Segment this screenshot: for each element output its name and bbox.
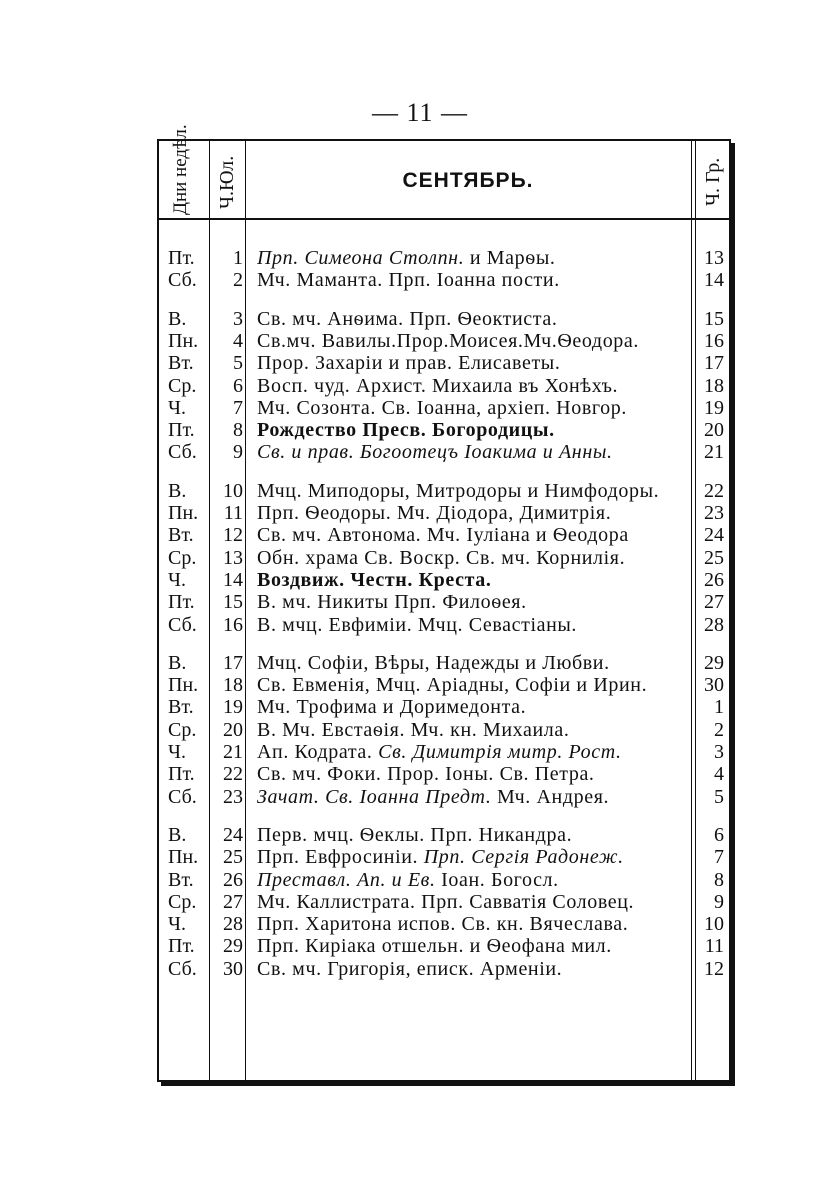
gregorian-date: 29	[704, 651, 724, 674]
feast-text-part: В. мч. Никиты Прп. Филоѳея.	[257, 591, 527, 614]
feast-text-part: Восп. чуд. Архист. Михаила въ Хонѣхъ.	[257, 374, 619, 397]
feast-text	[257, 891, 695, 913]
gregorian-date: 4	[714, 763, 724, 786]
feast-text	[257, 824, 695, 846]
feast-text-part: В. мчц. Евфиміи. Мчц. Севастіаны.	[257, 613, 578, 636]
day-row	[159, 786, 733, 808]
feast-text-part: Св. мч. Фоки. Прор. Іоны. Св. Петра.	[257, 763, 595, 786]
weekday: Сб.	[168, 269, 197, 292]
feast-text	[257, 352, 695, 374]
calendar-table	[157, 124, 731, 1082]
weekday: Пн.	[168, 502, 199, 524]
julian-date: 28	[223, 913, 243, 936]
gregorian-date: 30	[704, 674, 724, 697]
julian-date: 29	[223, 935, 243, 958]
day-row	[159, 891, 733, 913]
feast-text	[257, 397, 695, 419]
feast-text	[257, 614, 695, 636]
gregorian-date: 25	[704, 546, 724, 569]
header-gregorian: Ч. Гр.	[702, 157, 724, 207]
julian-date: 5	[233, 352, 243, 375]
day-row	[159, 441, 733, 463]
gregorian-date: 16	[704, 329, 724, 352]
weekday: Пт.	[168, 591, 195, 614]
julian-date: 18	[223, 674, 243, 697]
weekday: Вт.	[168, 352, 194, 375]
day-row	[159, 375, 733, 397]
feast-text-part: Св. Димитрія митр. Рост.	[378, 741, 622, 763]
gregorian-date: 10	[704, 913, 724, 936]
feast-text	[257, 569, 695, 591]
feast-text-part: Мчц. Миподоры, Митродоры и Нимфодоры.	[257, 479, 660, 502]
feast-text	[257, 547, 695, 569]
day-row	[159, 614, 733, 636]
weekday: В.	[168, 307, 187, 330]
day-row	[159, 591, 733, 613]
feast-text	[257, 502, 695, 524]
julian-date: 4	[233, 329, 243, 352]
day-row	[159, 352, 733, 374]
gregorian-date: 22	[704, 479, 724, 502]
julian-date: 17	[223, 651, 243, 674]
feast-text-part: Прор. Захаріи и прав. Елисаветы.	[257, 352, 561, 375]
weekday: Пн.	[168, 674, 199, 697]
feast-text-part: Мч. Маманта. Прп. Іоанна пости.	[257, 269, 560, 292]
weekday: Ч.	[168, 741, 186, 763]
feast-text-part: Мч. Каллистрата. Прп. Савватія Соловец.	[257, 890, 635, 913]
feast-text	[257, 308, 695, 330]
day-row	[159, 524, 733, 546]
feast-text	[257, 652, 695, 674]
feast-text-part: Св. Евменія, Мчц. Аріадны, Софіи и Ирин.	[257, 674, 648, 697]
julian-date: 20	[223, 718, 243, 741]
julian-date: 26	[223, 868, 243, 891]
feast-text-part: В. Мч. Евстаѳія. Мч. кн. Михаила.	[257, 718, 570, 741]
feast-text	[257, 480, 695, 502]
header-weekday: Дни недѣл.	[170, 124, 191, 215]
gregorian-date: 1	[714, 696, 724, 719]
julian-date: 6	[233, 374, 243, 397]
weekday: В.	[168, 651, 187, 674]
julian-date: 25	[223, 846, 243, 869]
gregorian-date: 11	[704, 935, 724, 958]
weekday: В.	[168, 479, 187, 502]
julian-date: 1	[233, 247, 243, 269]
weekday: Сб.	[168, 957, 197, 980]
gregorian-date: 12	[704, 957, 724, 980]
day-row	[159, 913, 733, 935]
gregorian-date: 28	[704, 613, 724, 636]
weekday: Вт.	[168, 524, 194, 547]
feast-text-part: Воздвиж. Честн. Креста.	[257, 568, 492, 591]
feast-text	[257, 935, 695, 957]
feast-text	[257, 375, 695, 397]
weekday: Вт.	[168, 868, 194, 891]
gregorian-date: 6	[714, 823, 724, 846]
feast-text	[257, 741, 695, 763]
frame-shadow-bottom	[161, 1082, 735, 1086]
feast-text-part: Прп. Евфросиніи.	[257, 846, 424, 869]
gregorian-date: 19	[704, 396, 724, 419]
julian-date: 3	[233, 307, 243, 330]
weekday: Сб.	[168, 441, 197, 464]
feast-text-part: Прп. Киріака отшельн. и Ѳеофана мил.	[257, 935, 612, 958]
gregorian-date: 24	[704, 524, 724, 547]
julian-date: 8	[233, 419, 243, 442]
julian-date: 12	[223, 524, 243, 547]
feast-text	[257, 419, 695, 441]
weekday: Ср.	[168, 718, 197, 741]
julian-date: 13	[223, 546, 243, 569]
feast-text-part: Св. мч. Григорія, еписк. Арменіи.	[257, 957, 563, 980]
gregorian-date: 23	[704, 502, 724, 524]
gregorian-date: 9	[714, 890, 724, 913]
feast-text	[257, 524, 695, 546]
feast-text-part: Прп. Сергія Радонеж.	[423, 846, 624, 869]
feast-text	[257, 269, 695, 291]
day-row	[159, 502, 733, 524]
day-row	[159, 719, 733, 741]
julian-date: 2	[233, 269, 243, 292]
gregorian-date: 5	[714, 785, 724, 808]
weekday: Ср.	[168, 890, 197, 913]
feast-text-part: Преставл. Ап. и Ев.	[257, 868, 436, 891]
feast-text-part: Св. мч. Анѳима. Прп. Ѳеоктиста.	[257, 307, 558, 330]
feast-text-part: Св. и прав. Богоотецъ Іоакима и Анны.	[257, 441, 613, 464]
day-row	[159, 652, 733, 674]
day-row	[159, 824, 733, 846]
feast-text-part: Рождество Пресв. Богородицы.	[257, 419, 555, 442]
feast-text	[257, 441, 695, 463]
weekday: Сб.	[168, 785, 197, 808]
day-row	[159, 763, 733, 785]
julian-date: 22	[223, 763, 243, 786]
julian-date: 27	[223, 890, 243, 913]
day-row	[159, 696, 733, 718]
feast-text-part: Іоан. Богосл.	[435, 868, 559, 891]
weekday: Ср.	[168, 374, 197, 397]
page-number: — 11 —	[371, 98, 469, 127]
feast-text-part: Ап. Кодрата.	[257, 741, 379, 763]
julian-date: 14	[223, 568, 243, 591]
day-row	[159, 247, 733, 269]
gregorian-date: 14	[704, 269, 724, 292]
weekday: Пт.	[168, 247, 195, 269]
julian-date: 16	[223, 613, 243, 636]
feast-text	[257, 763, 695, 785]
gregorian-date: 27	[704, 591, 724, 614]
julian-date: 23	[223, 785, 243, 808]
gregorian-date: 26	[704, 568, 724, 591]
feast-text	[257, 591, 695, 613]
julian-date: 21	[223, 741, 243, 763]
gregorian-date: 7	[714, 846, 724, 869]
julian-date: 10	[223, 479, 243, 502]
weekday: Ср.	[168, 546, 197, 569]
feast-text-part: Мч. Созонта. Св. Іоанна, архіеп. Новгор.	[257, 396, 627, 419]
gregorian-date: 20	[704, 419, 724, 442]
feast-text-part: Св. мч. Автонома. Мч. Іуліана и Ѳеодора	[257, 524, 629, 547]
day-row	[159, 480, 733, 502]
weekday: Пн.	[168, 329, 199, 352]
weekday: Ч.	[168, 913, 186, 936]
feast-text-part: Зачат. Св. Іоанна Предт.	[257, 785, 492, 808]
julian-date: 15	[223, 591, 243, 614]
weekday: Ч.	[168, 568, 186, 591]
feast-text-part: Прп. Харитона испов. Св. кн. Вячеслава.	[257, 913, 629, 936]
feast-text	[257, 846, 695, 868]
feast-text-part: Прп. Ѳеодоры. Мч. Діодора, Димитрія.	[257, 502, 612, 524]
gregorian-date: 21	[704, 441, 724, 464]
day-row	[159, 419, 733, 441]
weekday: Пт.	[168, 935, 195, 958]
day-row	[159, 674, 733, 696]
weekday: Пт.	[168, 763, 195, 786]
weekday: Пн.	[168, 846, 199, 869]
weekday: Вт.	[168, 696, 194, 719]
gregorian-date: 17	[704, 352, 724, 375]
day-row	[159, 869, 733, 891]
feast-text-part: Мч. Андрея.	[491, 785, 610, 808]
gregorian-date: 15	[704, 307, 724, 330]
feast-text	[257, 913, 695, 935]
header-rule	[159, 218, 729, 220]
weekday: Сб.	[168, 613, 197, 636]
feast-text-part: Прп. Симеона Столпн.	[257, 247, 465, 269]
feast-text	[257, 330, 695, 352]
day-row	[159, 397, 733, 419]
day-row	[159, 569, 733, 591]
month-title: СЕНТЯБРЬ.	[402, 169, 534, 192]
feast-text	[257, 786, 695, 808]
gregorian-date: 8	[714, 868, 724, 891]
weekday: Ч.	[168, 396, 186, 419]
feast-text-part: Мчц. Софіи, Вѣры, Надежды и Любви.	[257, 651, 610, 674]
day-row	[159, 330, 733, 352]
gregorian-date: 13	[704, 247, 724, 269]
weekday: Пт.	[168, 419, 195, 442]
day-row	[159, 741, 733, 763]
julian-date: 9	[233, 441, 243, 464]
julian-date: 7	[233, 396, 243, 419]
feast-text	[257, 719, 695, 741]
feast-text-part: Перв. мчц. Ѳеклы. Прп. Никандра.	[257, 823, 573, 846]
julian-date: 19	[223, 696, 243, 719]
day-row	[159, 846, 733, 868]
gregorian-date: 3	[714, 741, 724, 763]
feast-text	[257, 958, 695, 980]
feast-text-part: Мч. Трофима и Доримедонта.	[257, 696, 527, 719]
day-row	[159, 547, 733, 569]
gregorian-date: 18	[704, 374, 724, 397]
julian-date: 11	[223, 502, 243, 524]
day-row	[159, 958, 733, 980]
feast-text	[257, 869, 695, 891]
feast-text	[257, 247, 695, 269]
feast-text	[257, 696, 695, 718]
julian-date: 30	[223, 957, 243, 980]
day-row	[159, 269, 733, 291]
day-row	[159, 308, 733, 330]
day-row	[159, 935, 733, 957]
feast-text	[257, 674, 695, 696]
feast-text-part: и Марѳы.	[464, 247, 556, 269]
header-julian: Ч.Юл.	[216, 155, 238, 209]
julian-date: 24	[223, 823, 243, 846]
gregorian-date: 2	[714, 718, 724, 741]
weekday: В.	[168, 823, 187, 846]
feast-text-part: Обн. храма Св. Воскр. Св. мч. Корнилія.	[257, 546, 626, 569]
feast-text-part: Св.мч. Вавилы.Прор.Моисея.Мч.Ѳеодора.	[257, 329, 639, 352]
